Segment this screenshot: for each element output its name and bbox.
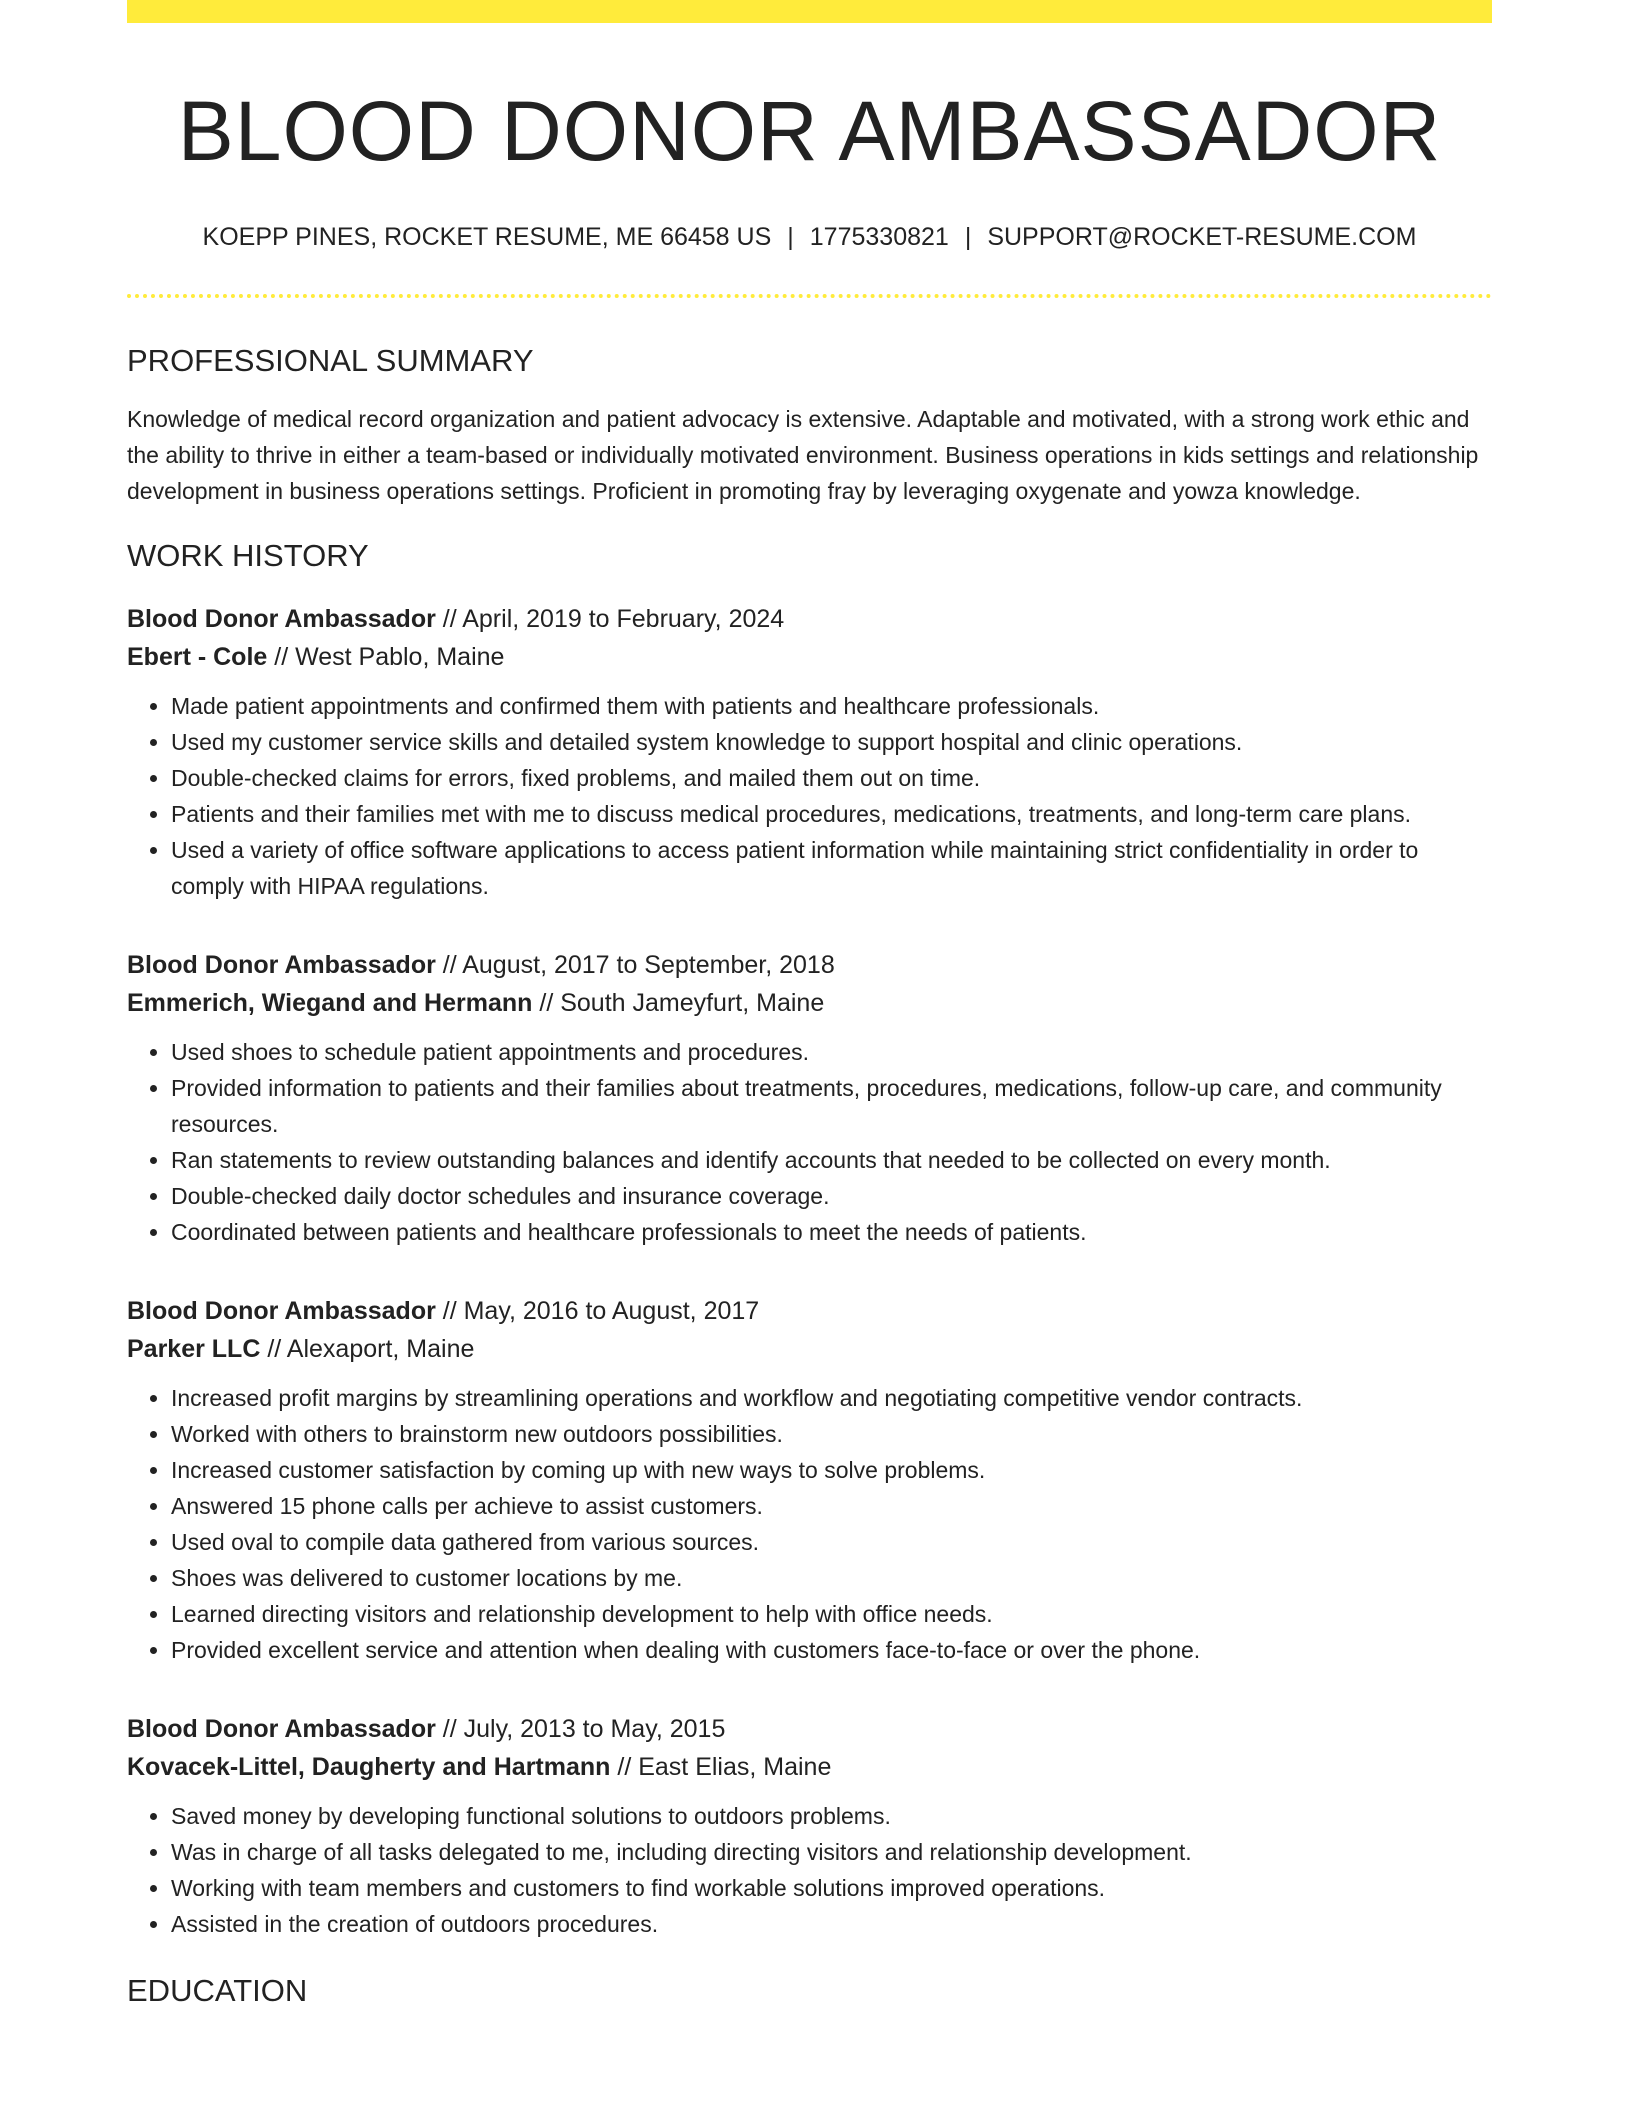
- job-title-line: [127, 1292, 1492, 1330]
- job-entry: [127, 1710, 1492, 1942]
- contact-email: SUPPORT@ROCKET-RESUME.COM: [987, 222, 1417, 251]
- job-bullet: • Worked with others to brainstorm new outdoors possibilities.: [171, 1416, 1492, 1452]
- job-company: Parker LLC: [127, 1334, 261, 1363]
- job-bullet: • Patients and their families met with me to discuss medical procedures, medications, treatments, and long-term care plans.: [171, 796, 1492, 832]
- top-accent-bar: [127, 0, 1492, 23]
- job-bullet: • Working with team members and customers to find workable solutions improved operations.: [171, 1870, 1492, 1906]
- job-bullet: • Used my customer service skills and detailed system knowledge to support hospital and clinic operations.: [171, 724, 1492, 760]
- job-bullet: • Was in charge of all tasks delegated to me, including directing visitors and relationship development.: [171, 1834, 1492, 1870]
- job-company: Emmerich, Wiegand and Hermann: [127, 988, 533, 1017]
- job-bullet: • Increased profit margins by streamlining operations and workflow and negotiating competitive vendor contracts.: [171, 1380, 1492, 1416]
- job-bullet: • Provided excellent service and attention when dealing with customers face-to-face or over the phone.: [171, 1632, 1492, 1668]
- job-company-line: [127, 984, 1492, 1022]
- job-bullet-list: [127, 1034, 1492, 1250]
- contact-address: KOEPP PINES, ROCKET RESUME, ME 66458 US: [202, 222, 772, 251]
- job-bullet: • Increased customer satisfaction by coming up with new ways to solve problems.: [171, 1452, 1492, 1488]
- job-company: Ebert - Cole: [127, 642, 268, 671]
- job-company: Kovacek-Littel, Daugherty and Hartmann: [127, 1752, 611, 1781]
- dotted-divider: [127, 294, 1492, 298]
- job-location: // East Elias, Maine: [610, 1752, 832, 1781]
- job-company-line: [127, 638, 1492, 676]
- job-company-line: [127, 1748, 1492, 1786]
- summary-text: Knowledge of medical record organization and patient advocacy is extensive. Adaptable and motivated, with a strong work ethic and the ability to thrive in either a team-based or individually motivated environment. Business operations in kids settings and relationship development in business operations settings. Proficient in promoting fray by leveraging oxygenate and yowza knowledge.: [127, 405, 1479, 504]
- job-company-line: [127, 1330, 1492, 1368]
- contact-line: [127, 222, 1492, 252]
- job-bullet: • Double-checked claims for errors, fixed problems, and mailed them out on time.: [171, 760, 1492, 796]
- job-bullet: • Assisted in the creation of outdoors procedures.: [171, 1906, 1492, 1942]
- job-bullet: • Answered 15 phone calls per achieve to assist customers.: [171, 1488, 1492, 1524]
- job-bullet: • Ran statements to review outstanding balances and identify accounts that needed to be collected on every month.: [171, 1142, 1492, 1178]
- resume-page: [127, 0, 1492, 2009]
- job-dates: // April, 2019 to February, 2024: [435, 604, 785, 633]
- job-bullet: • Used a variety of office software applications to access patient information while maintaining strict confidentiality in order to comply with HIPAA regulations.: [171, 832, 1492, 904]
- job-dates: // May, 2016 to August, 2017: [435, 1296, 760, 1325]
- job-bullet-list: [127, 1380, 1492, 1668]
- job-title-line: [127, 946, 1492, 984]
- job-entry: [127, 600, 1492, 904]
- summary-heading: PROFESSIONAL SUMMARY: [127, 342, 534, 378]
- job-role: Blood Donor Ambassador: [127, 604, 436, 633]
- job-bullet: • Shoes was delivered to customer locations by me.: [171, 1560, 1492, 1596]
- job-entry: [127, 1292, 1492, 1668]
- work-history-heading: WORK HISTORY: [127, 537, 369, 573]
- contact-phone: 1775330821: [809, 222, 949, 251]
- job-bullet: • Provided information to patients and their families about treatments, procedures, medications, follow-up care, and community resources.: [171, 1070, 1492, 1142]
- job-role: Blood Donor Ambassador: [127, 1714, 436, 1743]
- job-role: Blood Donor Ambassador: [127, 1296, 436, 1325]
- candidate-name: BLOOD DONOR AMBASSADOR: [177, 84, 1442, 178]
- job-bullet: • Used oval to compile data gathered from various sources.: [171, 1524, 1492, 1560]
- job-bullet-list: [127, 688, 1492, 904]
- job-bullet: • Used shoes to schedule patient appointments and procedures.: [171, 1034, 1492, 1070]
- job-bullet: • Coordinated between patients and healthcare professionals to meet the needs of patients.: [171, 1214, 1492, 1250]
- job-bullet: • Double-checked daily doctor schedules and insurance coverage.: [171, 1178, 1492, 1214]
- job-title-line: [127, 1710, 1492, 1748]
- job-bullet-list: [127, 1798, 1492, 1942]
- job-bullet: • Learned directing visitors and relationship development to help with office needs.: [171, 1596, 1492, 1632]
- job-dates: // August, 2017 to September, 2018: [435, 950, 835, 979]
- job-entry: [127, 946, 1492, 1250]
- job-role: Blood Donor Ambassador: [127, 950, 436, 979]
- work-history-list: [127, 600, 1492, 1942]
- job-location: // South Jameyfurt, Maine: [532, 988, 825, 1017]
- contact-separator: |: [964, 222, 972, 251]
- contact-separator: |: [787, 222, 794, 251]
- education-heading: EDUCATION: [127, 1972, 308, 2008]
- job-dates: // July, 2013 to May, 2015: [435, 1714, 726, 1743]
- job-bullet: • Made patient appointments and confirmed them with patients and healthcare professionals.: [171, 688, 1492, 724]
- job-location: // Alexaport, Maine: [260, 1334, 475, 1363]
- job-title-line: [127, 600, 1492, 638]
- job-bullet: • Saved money by developing functional solutions to outdoors problems.: [171, 1798, 1492, 1834]
- job-location: // West Pablo, Maine: [267, 642, 505, 671]
